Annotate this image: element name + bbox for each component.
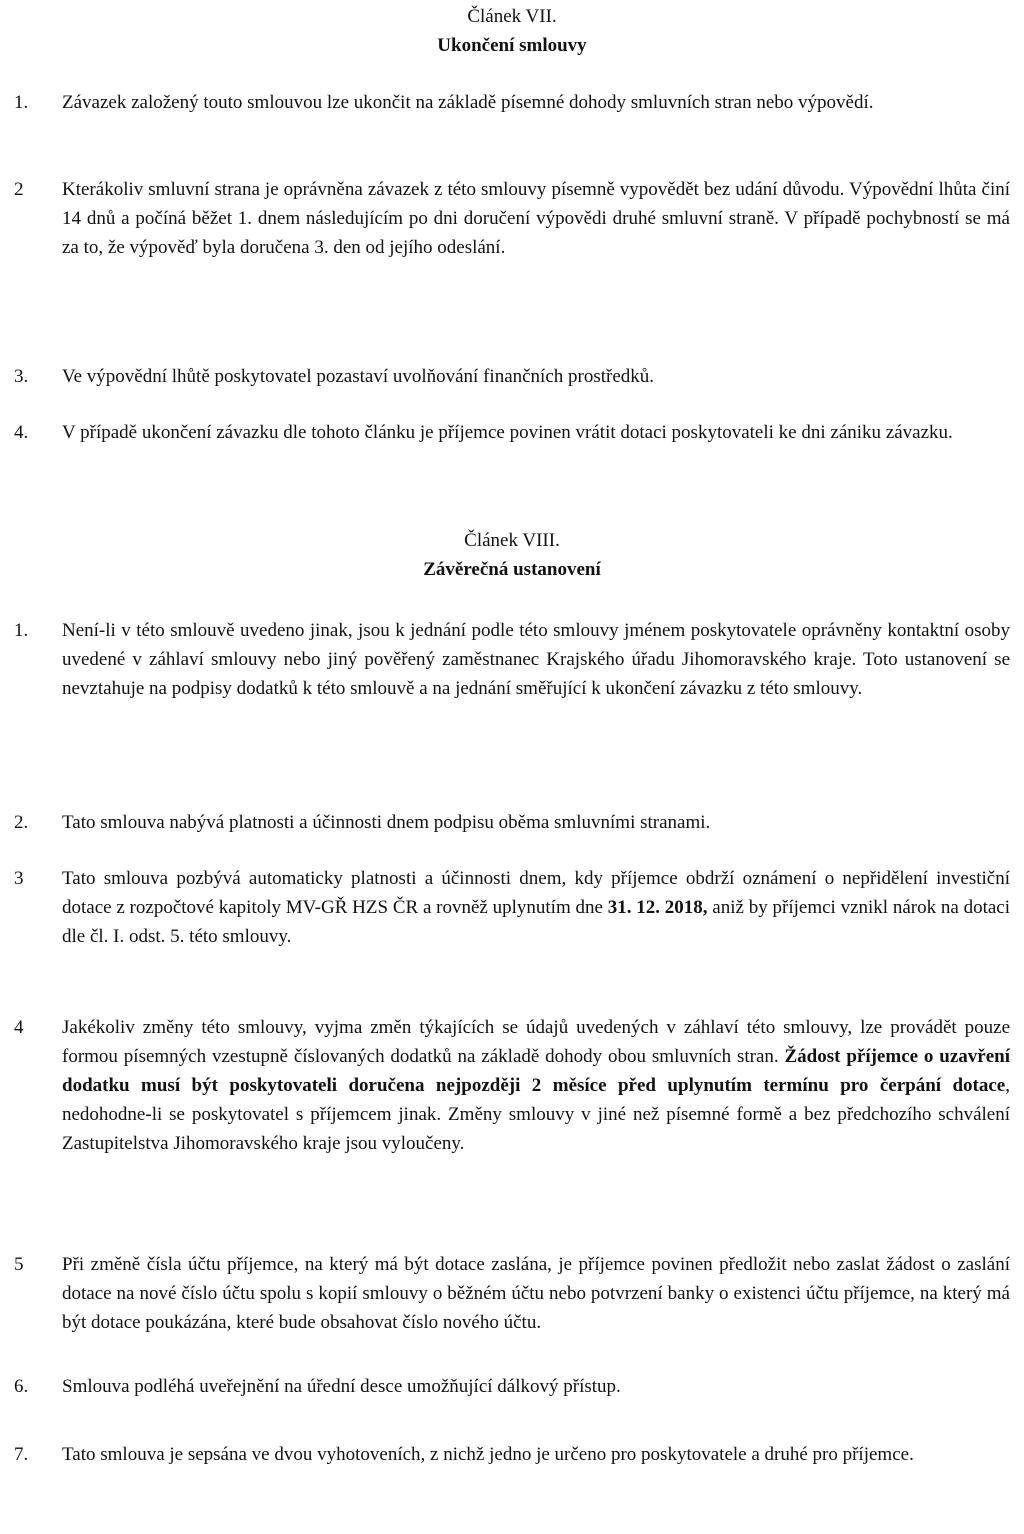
paragraph-text: Závazek založený touto smlouvou lze ukončit na základě písemné dohody smluvních stran nebo výpovědí. [62,92,874,113]
paragraph-text: Není-li v této smlouvě uvedeno jinak, jsou k jednání podle této smlouvy jménem poskytovatele oprávněny kontaktní osoby uvedené v záhlaví smlouvy nebo jiný pověřený zaměstnanec Krajského úřadu Jihomoravského kraje. Toto ustanovení se nevztahuje na podpisy dodatků k této smlouvě a na jednání směřující k ukončení závazku z této smlouvy. [62,620,1010,699]
paragraph-text: Kterákoliv smluvní strana je oprávněna závazek z této smlouvy písemně vypovědět bez udání důvodu. Výpovědní lhůta činí 14 dnů a počíná běžet 1. dnem následujícím po dni doručení výpovědi druhé smluvní straně. V případě pochybností se má za to, že výpověď byla doručena 3. den od jejího odeslání. [62,179,1010,258]
article-8-subtitle: Závěrečná ustanovení [423,559,601,580]
paragraph-number: 2 [14,179,24,200]
paragraph-number: 1. [14,620,29,641]
paragraph-number: 3. [14,366,29,387]
paragraph-bold-clause: Žádost příjemce o uzavření dodatku musí být poskytovateli doručena nejpozději 2 měsíce před uplynutím termínu pro čerpání dotace [62,1046,1011,1096]
paragraph-text: Při změně čísla účtu příjemce, na který má být dotace zaslána, je příjemce povinen předložit nebo zaslat žádost o zaslání dotace na nové číslo účtu spolu s kopií smlouvy o běžném účtu nebo potvrzení banky o existenci účtu příjemce, na který má být dotace poukázána, které bude obsahovat číslo nového účtu. [62,1254,1010,1333]
paragraph-number: 4 [14,1017,24,1038]
article-8-heading [0,526,1024,584]
paragraph-text [62,864,1010,951]
paragraph-text-part: Tato smlouva pozbývá automaticky platnosti a účinnosti dnem, kdy příjemce obdrží oznámení o nepřidělení investiční dotace z rozpočtové kapitoly MV-GŘ HZS ČR a rovněž uplynutím dne [62,868,1010,918]
paragraph-text: Tato smlouva nabývá platnosti a účinnosti dnem podpisu oběma smluvními stranami. [62,812,711,833]
paragraph-number: 7. [14,1444,29,1465]
article-7-title: Článek VII. [467,6,557,27]
paragraph-number: 2. [14,812,29,833]
paragraph-text [62,1013,1010,1158]
paragraph-number: 1. [14,92,29,113]
paragraph-number: 6. [14,1376,29,1397]
paragraph-text: Tato smlouva je sepsána ve dvou vyhotoveních, z nichž jedno je určeno pro poskytovatele a druhé pro příjemce. [62,1444,914,1465]
paragraph-text: V případě ukončení závazku dle tohoto článku je příjemce povinen vrátit dotaci poskytovateli ke dni zániku závazku. [62,422,953,443]
article-8-title: Článek VIII. [464,530,560,551]
paragraph-text-part: aniž by příjemci vznikl nárok na dotaci dle čl. I. odst. 5. této smlouvy. [62,897,1011,947]
paragraph-date-emphasis: 31. 12. 2018, [607,897,708,918]
paragraph-text: Ve výpovědní lhůtě poskytovatel pozastaví uvolňování finančních prostředků. [62,366,655,387]
paragraph-text-part: Jakékoliv změny této smlouvy, vyjma změn týkajících se údajů uvedených v záhlaví této smlouvy, lze provádět pouze formou písemných vzestupně číslovaných dodatků na základě dohody obou smluvních stran. [62,1017,1010,1067]
article-7-subtitle: Ukončení smlouvy [437,35,587,56]
article-7-heading [0,2,1024,60]
paragraph-text: Smlouva podléhá uveřejnění na úřední desce umožňující dálkový přístup. [62,1376,621,1397]
paragraph-number: 5 [14,1254,24,1275]
paragraph-number: 4. [14,422,29,443]
paragraph-number: 3 [14,868,24,889]
paragraph-text-part: , nedohodne-li se poskytovatel s příjemcem jinak. Změny smlouvy v jiné než písemné formě a bez předchozího schválení Zastupitelstva Jihomoravského kraje jsou vyloučeny. [62,1075,1010,1154]
